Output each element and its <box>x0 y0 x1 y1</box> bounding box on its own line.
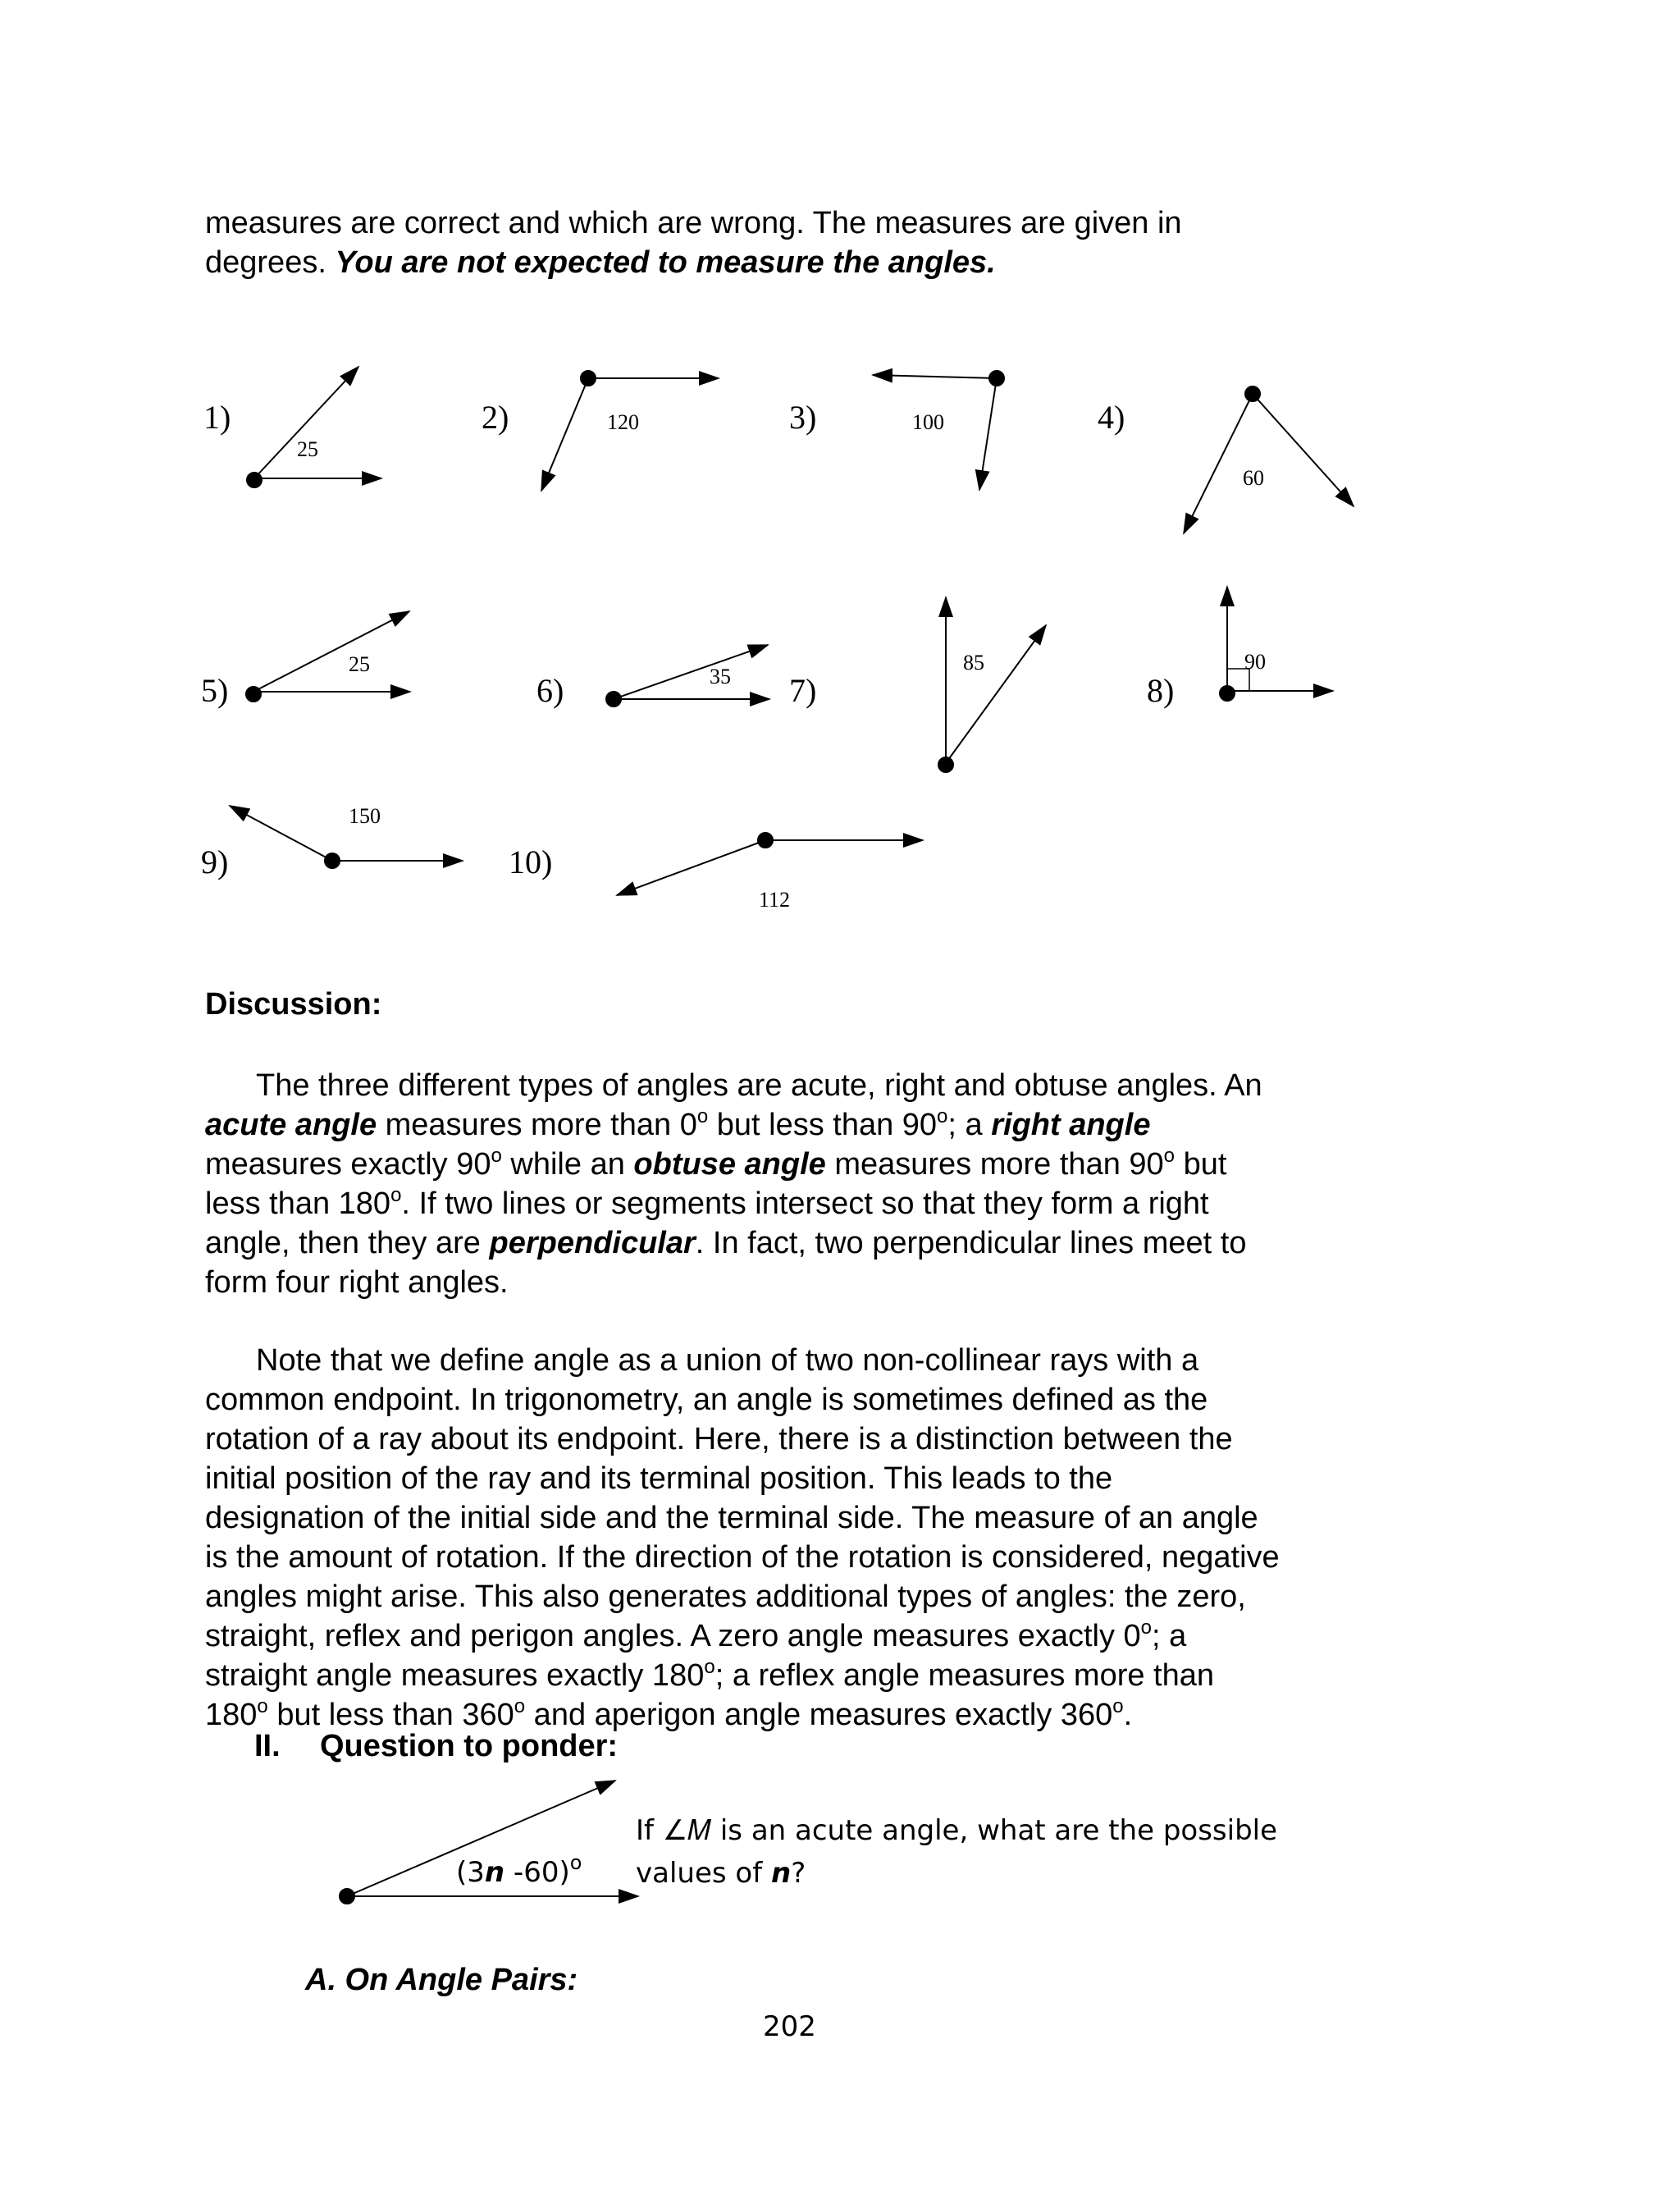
degree-sign: o <box>1112 1695 1124 1717</box>
p2-text-10d: . <box>1123 1698 1133 1732</box>
p2-text-8b: ; a <box>1152 1619 1187 1653</box>
p2-line-5: designation of the initial side and the terminal side. The measure of an angle <box>205 1501 1258 1535</box>
figure-10-measure: 112 <box>759 888 791 912</box>
p2-line-9 <box>205 1656 1468 1695</box>
p2-text-10b: but less than 360 <box>267 1698 514 1732</box>
expr-open: (3 <box>456 1856 485 1889</box>
figure-4-angle <box>1184 386 1354 533</box>
intro-emphasis: You are not expected to measure the angles. <box>335 245 996 280</box>
figure-1-measure: 25 <box>297 437 318 461</box>
p1-line-2 <box>205 1105 1468 1145</box>
degree-sign: o <box>696 1105 709 1127</box>
p2-text-1: Note that we define angle as a union of two non-collinear rays with a <box>256 1343 1199 1378</box>
question-variable: n <box>770 1857 792 1890</box>
p1-line-3 <box>205 1145 1468 1184</box>
p1-text-9: less than 180 <box>205 1186 391 1221</box>
question-line-2 <box>636 1852 1277 1895</box>
p1-text-12: . In fact, two perpendicular lines meet to <box>695 1226 1247 1260</box>
figure-8-angle <box>1220 587 1333 701</box>
figure-3-measure: 100 <box>912 410 944 434</box>
figure-5-angle <box>246 611 410 702</box>
expr-variable: n <box>484 1856 505 1889</box>
p1-text-4: ; a <box>947 1108 992 1142</box>
term-acute-angle: acute angle <box>205 1108 377 1142</box>
figure-1-angle <box>247 367 381 487</box>
figure-8-measure: 90 <box>1244 650 1266 674</box>
intro-line-1: measures are correct and which are wrong. The measures are given in <box>205 206 1182 240</box>
p1-text-1: The three different types of angles are acute, right and obtuse angles. An <box>256 1068 1262 1103</box>
discussion-paragraph-1 <box>205 1066 1468 1302</box>
p2-line-8 <box>205 1616 1468 1656</box>
degree-sign: o <box>390 1184 402 1206</box>
figure-9-label: 9) <box>201 844 229 880</box>
p1-text-6: while an <box>501 1147 634 1182</box>
p2-line-1 <box>205 1341 1468 1380</box>
figure-10-label: 10) <box>509 844 553 880</box>
p1-line-6: form four right angles. <box>205 1265 509 1300</box>
ponder-question <box>636 1809 1277 1895</box>
degree-sign: o <box>257 1695 268 1717</box>
p2-line-4: initial position of the ray and its terminal position. This leads to the <box>205 1461 1113 1496</box>
intro-plain: degrees. <box>205 245 336 280</box>
p2-text-8: straight, reflex and perigon angles. A zero angle measures exactly 0 <box>205 1619 1141 1653</box>
discussion-heading: Discussion: <box>205 987 382 1022</box>
p1-text-8: but <box>1175 1147 1227 1182</box>
p1-text-11: angle, then they are <box>205 1226 490 1260</box>
figure-6-measure: 35 <box>710 665 731 688</box>
p1-text-3: but less than 90 <box>708 1108 938 1142</box>
ponder-heading: Question to ponder: <box>320 1729 619 1763</box>
term-obtuse-angle: obtuse angle <box>633 1147 826 1182</box>
page-number: 202 <box>763 2010 816 2043</box>
section-numeral: II. <box>254 1729 281 1763</box>
degree-sign: o <box>514 1695 526 1717</box>
p2-text-9b: ; a reflex angle measures more than <box>714 1658 1215 1693</box>
p2-text-10a: 180 <box>205 1698 258 1732</box>
degree-sign: o <box>569 1851 582 1874</box>
p2-line-2: common endpoint. In trigonometry, an angle is sometimes defined as the <box>205 1383 1208 1417</box>
degree-sign: o <box>1140 1616 1153 1639</box>
p2-line-7: angles might arise. This also generates additional types of angles: the zero, <box>205 1580 1246 1614</box>
degree-sign: o <box>491 1145 502 1167</box>
figure-4-label: 4) <box>1098 399 1125 436</box>
figure-9-measure: 150 <box>349 804 381 828</box>
figure-7-measure: 85 <box>963 651 984 674</box>
question-line-1: If ∠𝑀 is an acute angle, what are the possible <box>636 1814 1278 1847</box>
figure-2-measure: 120 <box>607 410 639 434</box>
expr-close: -60) <box>504 1856 570 1889</box>
question-mark: ? <box>791 1857 806 1890</box>
section-a-heading: A. On Angle Pairs: <box>305 1963 578 1997</box>
p1-line-1 <box>205 1066 1468 1105</box>
question-text: values of <box>636 1857 771 1890</box>
figure-6-angle <box>606 645 769 706</box>
p1-text-2: measures more than 0 <box>377 1108 697 1142</box>
figure-8-label: 8) <box>1147 672 1175 709</box>
degree-sign: o <box>937 1105 948 1127</box>
degree-sign: o <box>1163 1145 1176 1167</box>
discussion-paragraph-2 <box>205 1341 1468 1735</box>
figure-7-angle <box>938 597 1046 772</box>
p2-line-6: is the amount of rotation. If the direction of the rotation is considered, negative <box>205 1540 1280 1575</box>
figure-4-measure: 60 <box>1243 466 1264 490</box>
figure-5-measure: 25 <box>349 652 370 676</box>
p1-text-10: . If two lines or segments intersect so that they form a right <box>401 1186 1209 1221</box>
figure-9-angle <box>230 806 463 868</box>
term-perpendicular: perpendicular <box>489 1226 696 1260</box>
figure-3-label: 3) <box>789 399 817 436</box>
figure-1-label: 1) <box>203 399 231 436</box>
p2-line-3: rotation of a ray about its endpoint. Here, there is a distinction between the <box>205 1422 1233 1456</box>
degree-sign: o <box>704 1656 715 1678</box>
p1-line-4 <box>205 1184 1468 1223</box>
angle-expression <box>456 1851 582 1889</box>
p1-text-5: measures exactly 90 <box>205 1147 491 1182</box>
figure-5-label: 5) <box>201 672 229 709</box>
p2-text-10c: and aperigon angle measures exactly 360 <box>525 1698 1113 1732</box>
figure-2-label: 2) <box>482 399 509 436</box>
figure-7-label: 7) <box>789 672 817 709</box>
term-right-angle: right angle <box>991 1108 1151 1142</box>
figure-10-angle <box>617 833 923 895</box>
p1-text-7: measures more than 90 <box>825 1147 1164 1182</box>
p1-line-5 <box>205 1223 1468 1263</box>
figure-6-label: 6) <box>536 672 564 709</box>
p2-text-9: straight angle measures exactly 180 <box>205 1658 705 1693</box>
